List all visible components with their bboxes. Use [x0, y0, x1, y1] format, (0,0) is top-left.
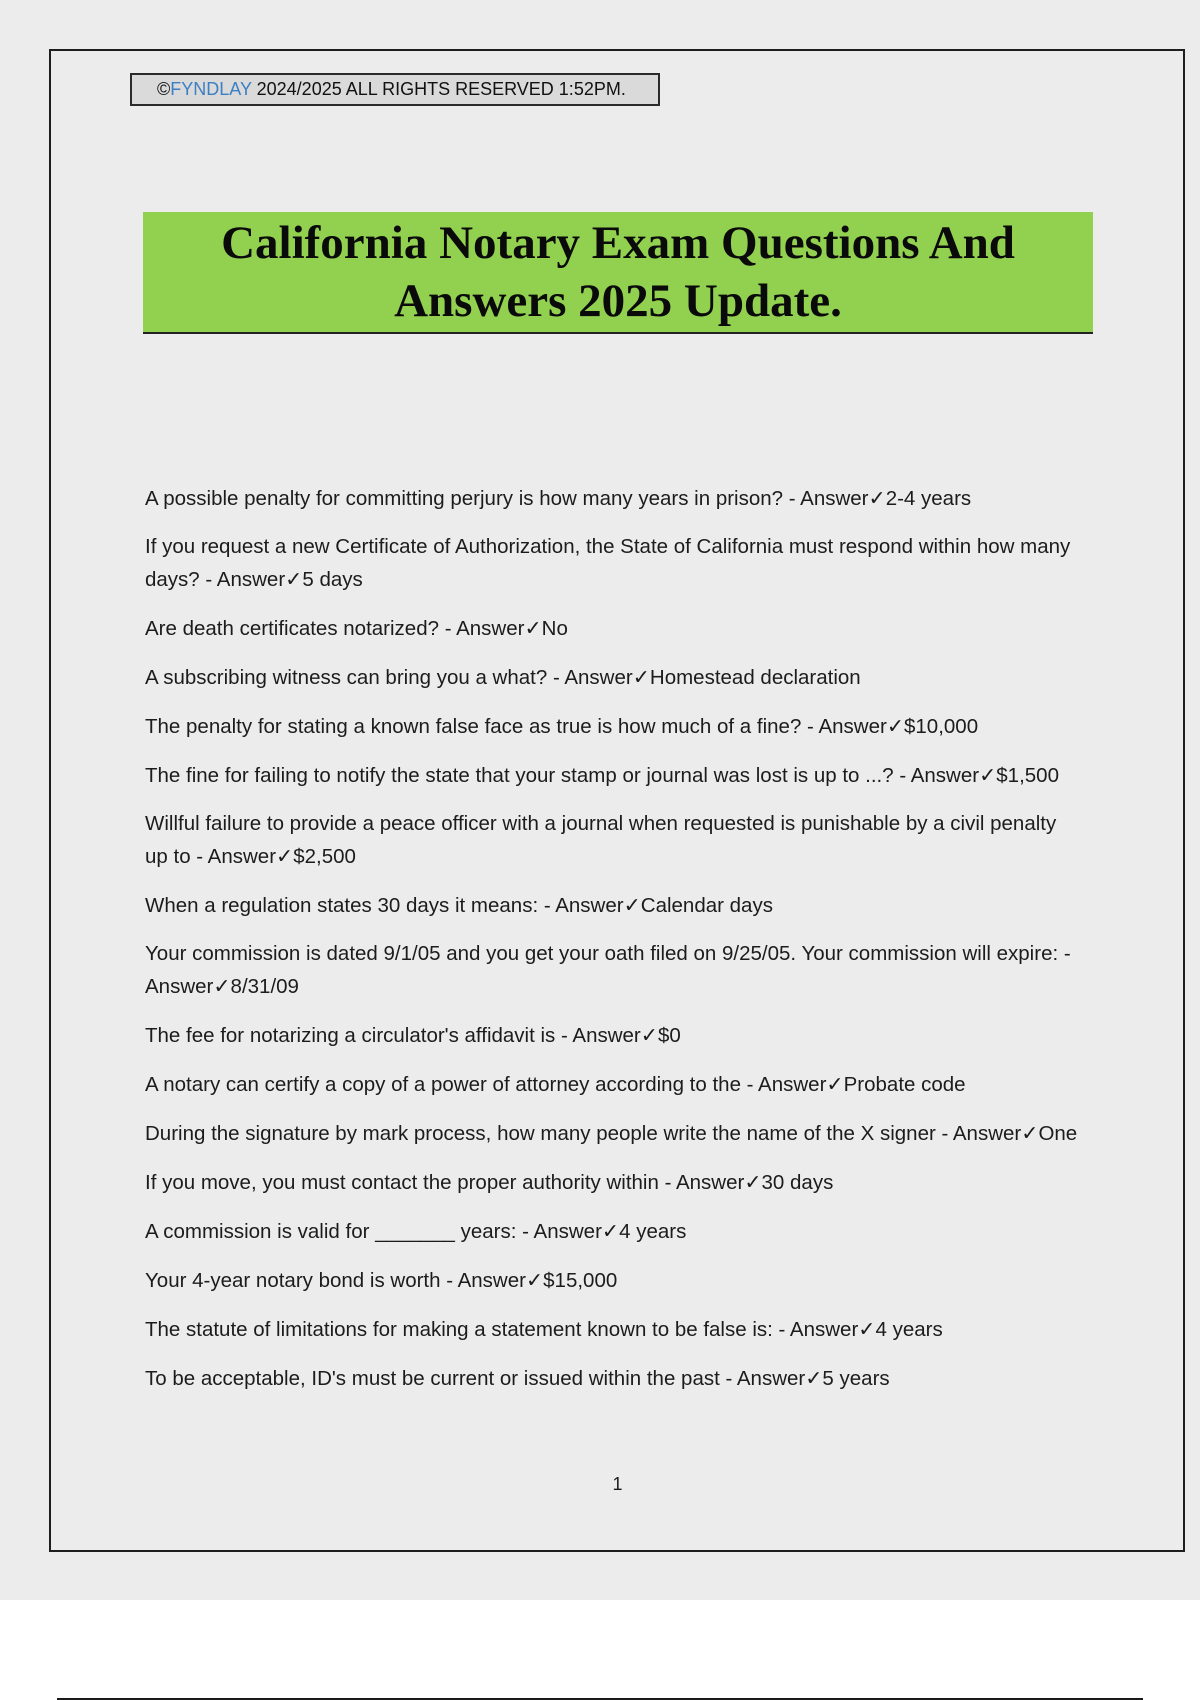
checkmark-icon: ✓: [886, 714, 904, 738]
qa-item: [145, 1117, 1080, 1150]
page-number: 1: [612, 1474, 623, 1494]
qa-item: [145, 661, 1080, 694]
qa-item: [145, 482, 1080, 515]
qa-item: [145, 1215, 1080, 1248]
answer-text: 30 days: [761, 1171, 834, 1194]
checkmark-icon: ✓: [826, 1072, 844, 1096]
answer-text: Homestead declaration: [649, 666, 861, 689]
answer-text: 4 years: [875, 1318, 943, 1341]
question-text: The fine for failing to notify the state that your stamp or journal was lost is up to ...? - Answer: [145, 764, 980, 787]
answer-text: 4 years: [619, 1220, 687, 1243]
checkmark-icon: ✓: [276, 844, 294, 868]
answer-text: $2,500: [293, 845, 356, 868]
qa-item: [145, 1019, 1080, 1052]
question-text: Your 4-year notary bond is worth - Answer: [145, 1269, 526, 1292]
answer-text: Probate code: [843, 1073, 966, 1096]
checkmark-icon: ✓: [623, 893, 641, 917]
question-text: A notary can certify a copy of a power of attorney according to the - Answer: [145, 1073, 827, 1096]
checkmark-icon: ✓: [524, 616, 542, 640]
copyright-symbol: ©: [157, 79, 171, 99]
qa-item: [145, 531, 1080, 596]
brand-name: FYNDLAY: [170, 79, 252, 99]
question-text: To be acceptable, ID's must be current or issued within the past - Answer: [145, 1367, 806, 1390]
answer-text: No: [541, 617, 568, 640]
checkmark-icon: ✓: [868, 486, 886, 510]
question-text: Are death certificates notarized? - Answer: [145, 617, 525, 640]
checkmark-icon: ✓: [640, 1023, 658, 1047]
question-text: A possible penalty for committing perjury is how many years in prison? - Answer: [145, 487, 869, 510]
checkmark-icon: ✓: [979, 763, 997, 787]
checkmark-icon: ✓: [805, 1366, 823, 1390]
checkmark-icon: ✓: [744, 1170, 762, 1194]
checkmark-icon: ✓: [601, 1219, 620, 1243]
question-text: The fee for notarizing a circulator's affidavit is - Answer: [145, 1024, 641, 1047]
checkmark-icon: ✓: [632, 665, 650, 689]
document-title-line-2: Answers 2025 Update.: [394, 275, 842, 327]
question-text: During the signature by mark process, how many people write the name of the X signer - Answer: [145, 1122, 1022, 1145]
checkmark-icon: ✓: [858, 1317, 876, 1341]
qa-item: [145, 1068, 1080, 1101]
answer-text: $0: [657, 1024, 681, 1047]
qa-item: [145, 759, 1080, 792]
question-text: If you request a new Certificate of Authorization, the State of California must respond within how many days? - Answer: [145, 535, 1071, 591]
checkmark-icon: ✓: [213, 974, 231, 998]
title-banner: [143, 212, 1093, 334]
qa-item: [145, 808, 1080, 873]
answer-text: 5 years: [822, 1367, 890, 1390]
question-text: The penalty for stating a known false face as true is how much of a fine? - Answer: [145, 715, 887, 738]
copyright-header: [130, 73, 660, 106]
copyright-text: 2024/2025 ALL RIGHTS RESERVED 1:52PM.: [251, 79, 626, 99]
qa-item: [145, 889, 1080, 922]
question-text: The statute of limitations for making a statement known to be false is: - Answer: [145, 1318, 859, 1341]
question-text: When a regulation states 30 days it means: - Answer: [145, 894, 624, 917]
question-answer-list: [145, 482, 1080, 1411]
qa-item: [145, 938, 1080, 1003]
checkmark-icon: ✓: [525, 1268, 544, 1292]
answer-text: $15,000: [543, 1269, 618, 1292]
question-text: A commission is valid for _______ years: - Answer: [145, 1220, 602, 1243]
question-text: If you move, you must contact the proper authority within - Answer: [145, 1171, 745, 1194]
checkmark-icon: ✓: [1021, 1121, 1039, 1145]
qa-item: [145, 1362, 1080, 1395]
answer-text: 5 days: [302, 568, 363, 591]
qa-item: [145, 1313, 1080, 1346]
answer-text: $1,500: [996, 764, 1059, 787]
checkmark-icon: ✓: [285, 567, 303, 591]
qa-item: [145, 710, 1080, 743]
document-title-line-1: California Notary Exam Questions And: [221, 217, 1015, 269]
answer-text: One: [1038, 1122, 1078, 1145]
qa-item: [145, 1166, 1080, 1199]
answer-text: 8/31/09: [230, 975, 299, 998]
question-text: Willful failure to provide a peace officer with a journal when requested is punishable by a civil penalty up to - Answer: [145, 812, 1057, 868]
question-text: Your commission is dated 9/1/05 and you get your oath filed on 9/25/05. Your commission will expire: - Answer: [145, 942, 1071, 998]
answer-text: $10,000: [904, 715, 979, 738]
question-text: A subscribing witness can bring you a what? - Answer: [145, 666, 633, 689]
qa-item: [145, 612, 1080, 645]
qa-item: [145, 1264, 1080, 1297]
answer-text: Calendar days: [640, 894, 773, 917]
answer-text: 2-4 years: [885, 487, 972, 510]
